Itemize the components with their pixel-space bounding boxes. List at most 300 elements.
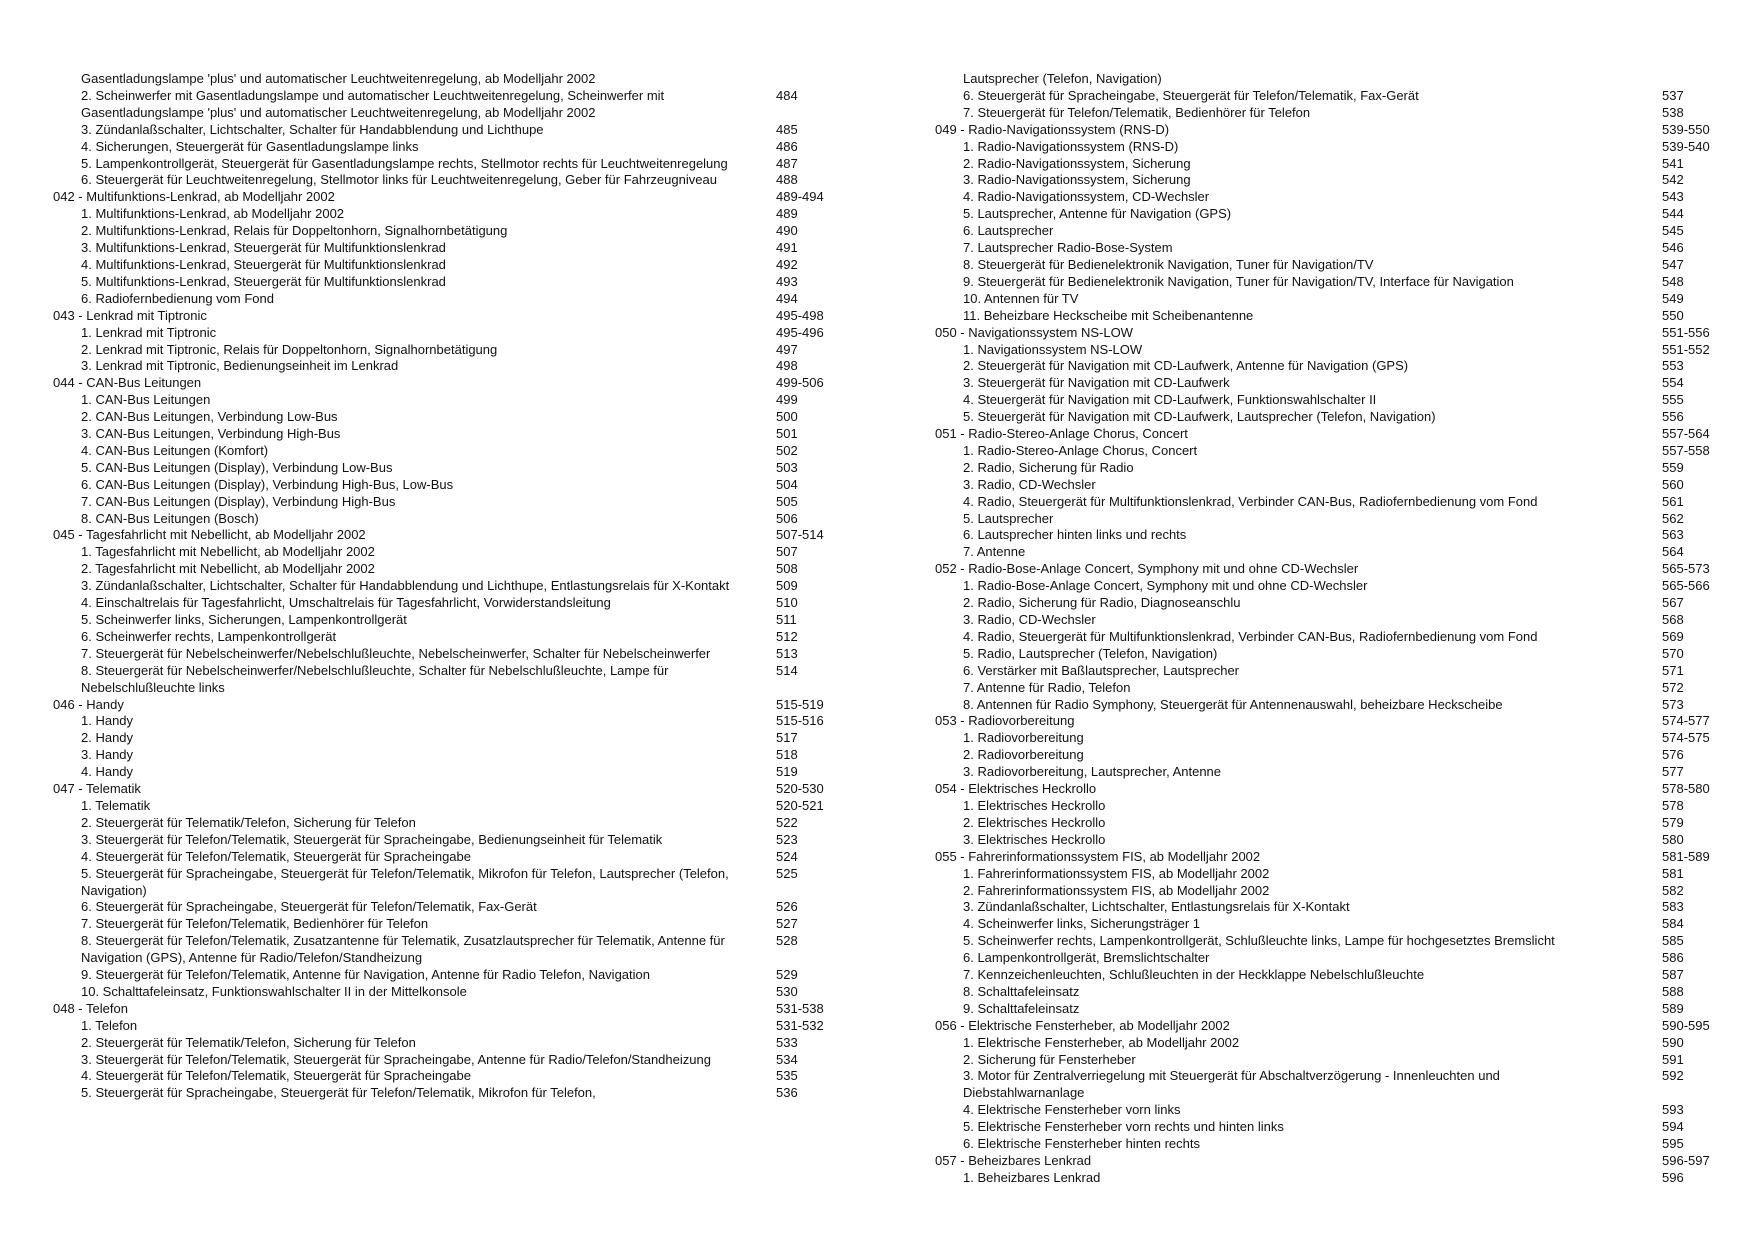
- toc-entry-title: 042 - Multifunktions-Lenkrad, ab Modelljahr 2002: [53, 189, 335, 205]
- toc-entry-row: [53, 71, 843, 88]
- toc-entry-page: 557-558: [1662, 442, 1710, 458]
- toc-entry-page: 484: [776, 87, 798, 103]
- toc-entry-title: 2. Radiovorbereitung: [963, 747, 1084, 763]
- toc-entry-row: [935, 950, 1725, 967]
- toc-entry-page: 485: [776, 121, 798, 137]
- toc-entry-page: 527: [776, 916, 798, 932]
- toc-entry-row: [935, 933, 1725, 950]
- toc-entry-page: 507: [776, 544, 798, 560]
- toc-entry-page: 493: [776, 273, 798, 289]
- toc-entry-title: 3. Multifunktions-Lenkrad, Steuergerät für Multifunktionslenkrad: [81, 240, 446, 256]
- toc-entry-row: [935, 71, 1725, 88]
- toc-entry-page: 548: [1662, 273, 1684, 289]
- toc-entry-page: 587: [1662, 967, 1684, 983]
- toc-entry-page: 586: [1662, 950, 1684, 966]
- toc-entry-page: 546: [1662, 240, 1684, 256]
- toc-entry-title: 4. Radio-Navigationssystem, CD-Wechsler: [963, 189, 1210, 205]
- toc-entry-page: 530: [776, 983, 798, 999]
- toc-entry-row: [935, 477, 1725, 494]
- toc-section-row: [935, 781, 1725, 798]
- toc-entry-row: [53, 967, 843, 984]
- toc-entry-title: 6. Steuergerät für Spracheingabe, Steuergerät für Telefon/Telematik, Fax-Gerät: [81, 899, 537, 915]
- toc-entry-row: [53, 764, 843, 781]
- toc-entry-row: [935, 1068, 1725, 1102]
- toc-entry-page: 533: [776, 1034, 798, 1050]
- toc-entry-page: 549: [1662, 290, 1684, 306]
- toc-entry-title: 051 - Radio-Stereo-Anlage Chorus, Concert: [935, 426, 1188, 442]
- toc-entry-title: 043 - Lenkrad mit Tiptronic: [53, 307, 207, 323]
- toc-entry-page: 513: [776, 645, 798, 661]
- toc-entry-page: 539-550: [1662, 121, 1710, 137]
- toc-entry-page: 539-540: [1662, 138, 1710, 154]
- toc-entry-title: 3. Motor für Zentralverriegelung mit Steuergerät für Abschaltverzögerung - Innenleuchten und Diebstahlwarnanlage: [963, 1068, 1500, 1101]
- toc-entry-row: [53, 730, 843, 747]
- toc-entry-title: 4. Elektrische Fensterheber vorn links: [963, 1102, 1181, 1118]
- toc-entry-title: 4. Multifunktions-Lenkrad, Steuergerät für Multifunktionslenkrad: [81, 256, 446, 272]
- toc-entry-title: 4. Radio, Steuergerät für Multifunktionslenkrad, Verbinder CAN-Bus, Radiofernbedienung vom Fond: [963, 628, 1538, 644]
- toc-entry-title: 1. Fahrerinformationssystem FIS, ab Modelljahr 2002: [963, 865, 1270, 881]
- toc-entry-title: 2. CAN-Bus Leitungen, Verbindung Low-Bus: [81, 409, 338, 425]
- toc-entry-row: [53, 1018, 843, 1035]
- toc-entry-page: 508: [776, 561, 798, 577]
- toc-entry-row: [53, 494, 843, 511]
- toc-entry-title: 6. Scheinwerfer rechts, Lampenkontrollgerät: [81, 628, 337, 644]
- toc-entry-page: 551-552: [1662, 341, 1710, 357]
- toc-entry-row: [935, 815, 1725, 832]
- toc-entry-title: 8. Antennen für Radio Symphony, Steuergerät für Antennenauswahl, beheizbare Heckscheibe: [963, 696, 1503, 712]
- toc-entry-title: 3. Lenkrad mit Tiptronic, Bedienungseinheit im Lenkrad: [81, 358, 399, 374]
- toc-entry-row: [935, 409, 1725, 426]
- toc-entry-page: 554: [1662, 375, 1684, 391]
- toc-entry-title: 4. Handy: [81, 764, 134, 780]
- toc-entry-row: [935, 527, 1725, 544]
- toc-entry-page: 572: [1662, 679, 1684, 695]
- toc-entry-page: 489: [776, 206, 798, 222]
- toc-entry-row: [53, 122, 843, 139]
- toc-entry-row: [935, 629, 1725, 646]
- toc-entry-page: 488: [776, 172, 798, 188]
- toc-entry-page: 556: [1662, 409, 1684, 425]
- toc-entry-page: 550: [1662, 307, 1684, 323]
- toc-entry-row: [53, 713, 843, 730]
- toc-entry-title: 7. Antenne: [963, 544, 1026, 560]
- toc-entry-title: 050 - Navigationssystem NS-LOW: [935, 324, 1133, 340]
- toc-entry-row: [935, 764, 1725, 781]
- toc-entry-page: 553: [1662, 358, 1684, 374]
- toc-entry-title: 2. Multifunktions-Lenkrad, Relais für Doppeltonhorn, Signalhornbetätigung: [81, 223, 508, 239]
- toc-entry-row: [53, 291, 843, 308]
- toc-entry-page: 504: [776, 476, 798, 492]
- toc-entry-title: 1. Telefon: [81, 1017, 138, 1033]
- toc-entry-row: [53, 798, 843, 815]
- toc-entry-row: [53, 815, 843, 832]
- toc-entry-title: 4. Scheinwerfer links, Sicherungsträger 1: [963, 916, 1201, 932]
- toc-entry-row: [935, 240, 1725, 257]
- toc-entry-row: [935, 832, 1725, 849]
- toc-entry-row: [53, 561, 843, 578]
- toc-entry-title: 9. Steuergerät für Bedienelektronik Navigation, Tuner für Navigation/TV, Interface für Navigation: [963, 273, 1514, 289]
- toc-entry-title: 3. Radio, CD-Wechsler: [963, 612, 1096, 627]
- toc-entry-page: 511: [776, 612, 797, 627]
- toc-entry-title: 8. Schalttafeleinsatz: [963, 983, 1080, 999]
- toc-entry-page: 569: [1662, 628, 1684, 644]
- toc-entry-page: 523: [776, 831, 798, 847]
- toc-entry-title: 6. Lautsprecher: [963, 223, 1054, 239]
- toc-section-row: [935, 325, 1725, 342]
- toc-entry-row: [53, 139, 843, 156]
- toc-entry-title: 5. Radio, Lautsprecher (Telefon, Navigation): [963, 645, 1218, 661]
- toc-entry-title: 3. Radio-Navigationssystem, Sicherung: [963, 172, 1191, 188]
- toc-entry-page: 595: [1662, 1136, 1684, 1152]
- toc-entry-page: 541: [1662, 155, 1684, 171]
- toc-entry-row: [935, 274, 1725, 291]
- toc-entry-page: 538: [1662, 104, 1684, 120]
- toc-entry-row: [935, 392, 1725, 409]
- toc-entry-row: [53, 358, 843, 375]
- toc-entry-row: [935, 984, 1725, 1001]
- toc-entry-page: 515-516: [776, 713, 824, 729]
- toc-entry-title: 1. Elektrisches Heckrollo: [963, 797, 1106, 813]
- toc-entry-page: 573: [1662, 696, 1684, 712]
- toc-entry-row: [935, 358, 1725, 375]
- toc-entry-page: 512: [776, 628, 798, 644]
- toc-entry-page: 560: [1662, 476, 1684, 492]
- toc-entry-page: 579: [1662, 814, 1684, 830]
- toc-entry-page: 517: [776, 730, 798, 746]
- toc-entry-page: 574-577: [1662, 713, 1710, 729]
- toc-entry-row: [935, 511, 1725, 528]
- toc-entry-row: [53, 747, 843, 764]
- toc-entry-page: 559: [1662, 459, 1684, 475]
- toc-entry-row: [53, 392, 843, 409]
- toc-section-row: [53, 1001, 843, 1018]
- toc-entry-title: 054 - Elektrisches Heckrollo: [935, 781, 1097, 797]
- toc-entry-title: 7. Steuergerät für Nebelscheinwerfer/Nebelschlußleuchte, Nebelscheinwerfer, Schalter für Nebelscheinwerfer: [81, 645, 711, 661]
- toc-section-row: [935, 1018, 1725, 1035]
- toc-entry-row: [935, 883, 1725, 900]
- toc-entry-page: 515-519: [776, 696, 824, 712]
- toc-entry-page: 492: [776, 256, 798, 272]
- toc-entry-title: 5. Lautsprecher: [963, 510, 1054, 526]
- toc-section-row: [935, 561, 1725, 578]
- toc-entry-title: 4. Steuergerät für Telefon/Telematik, Steuergerät für Spracheingabe: [81, 848, 471, 864]
- toc-entry-row: [935, 105, 1725, 122]
- toc-entry-title: 1. Handy: [81, 713, 134, 729]
- toc-entry-page: 594: [1662, 1119, 1684, 1135]
- toc-entry-row: [935, 189, 1725, 206]
- toc-entry-title: 5. Elektrische Fensterheber vorn rechts und hinten links: [963, 1119, 1284, 1135]
- toc-section-row: [53, 308, 843, 325]
- toc-entry-row: [53, 1068, 843, 1085]
- toc-section-row: [53, 527, 843, 544]
- toc-entry-row: [53, 612, 843, 629]
- toc-entry-page: 500: [776, 409, 798, 425]
- toc-entry-title: 048 - Telefon: [53, 1000, 128, 1016]
- toc-entry-row: [935, 494, 1725, 511]
- toc-entry-title: 8. Steuergerät für Telefon/Telematik, Zusatzantenne für Telematik, Zusatzlautsprecher für Telematik, Antenne für Navigation (GPS), Antenne für Radio/Telefon/Standheizung: [81, 933, 725, 966]
- toc-entry-title: 3. CAN-Bus Leitungen, Verbindung High-Bus: [81, 426, 341, 442]
- toc-entry-title: 1. Radio-Bose-Anlage Concert, Symphony mit und ohne CD-Wechsler: [963, 578, 1368, 594]
- toc-entry-row: [53, 409, 843, 426]
- toc-entry-page: 495-498: [776, 307, 824, 323]
- toc-entry-page: 581-589: [1662, 848, 1710, 864]
- toc-entry-title: Lautsprecher (Telefon, Navigation): [963, 71, 1162, 86]
- toc-entry-page: 497: [776, 341, 798, 357]
- toc-entry-title: 7. Antenne für Radio, Telefon: [963, 679, 1131, 695]
- toc-entry-title: 4. Einschaltrelais für Tagesfahrlicht, Umschaltrelais für Tagesfahrlicht, Vorwiderstandsleitung: [81, 595, 611, 611]
- toc-entry-page: 596: [1662, 1169, 1684, 1185]
- toc-entry-row: [935, 1136, 1725, 1153]
- toc-entry-page: 576: [1662, 747, 1684, 763]
- toc-entry-page: 590: [1662, 1034, 1684, 1050]
- toc-entry-row: [935, 443, 1725, 460]
- toc-entry-title: 9. Schalttafeleinsatz: [963, 1000, 1080, 1016]
- toc-entry-page: 582: [1662, 882, 1684, 898]
- toc-entry-page: 568: [1662, 612, 1684, 627]
- toc-entry-title: 2. Radio, Sicherung für Radio: [963, 459, 1134, 475]
- toc-entry-page: 564: [1662, 544, 1684, 560]
- toc-entry-title: 5. Steuergerät für Spracheingabe, Steuergerät für Telefon/Telematik, Mikrofon für Telefon, Lautsprecher (Telefon, Navigation): [81, 865, 729, 898]
- toc-entry-page: 542: [1662, 172, 1684, 188]
- toc-entry-title: 2. Steuergerät für Navigation mit CD-Laufwerk, Antenne für Navigation (GPS): [963, 358, 1409, 374]
- toc-entry-title: 8. Steuergerät für Nebelscheinwerfer/Nebelschlußleuchte, Schalter für Nebelschlußleuchte, Lampe für Nebelschlußleuchte links: [81, 662, 669, 695]
- toc-entry-page: 578: [1662, 797, 1684, 813]
- toc-entry-row: [53, 426, 843, 443]
- toc-entry-title: 6. Steuergerät für Leuchtweitenregelung, Stellmotor links für Leuchtweitenregelung, Geber für Fahrzeugniveau: [81, 172, 717, 188]
- toc-entry-title: 1. Multifunktions-Lenkrad, ab Modelljahr 2002: [81, 206, 345, 222]
- toc-entry-row: [935, 460, 1725, 477]
- toc-entry-row: [53, 325, 843, 342]
- toc-entry-title: 8. Steuergerät für Bedienelektronik Navigation, Tuner für Navigation/TV: [963, 256, 1374, 272]
- toc-entry-page: 565-573: [1662, 561, 1710, 577]
- toc-entry-page: 502: [776, 442, 798, 458]
- toc-entry-title: 3. Steuergerät für Telefon/Telematik, Steuergerät für Spracheingabe, Antenne für Radio/Telefon/Standheizung: [81, 1051, 711, 1067]
- toc-entry-title: 5. Lampenkontrollgerät, Steuergerät für Gasentladungslampe rechts, Stellmotor rechts für Leuchtweitenregelung: [81, 155, 728, 171]
- toc-entry-page: 592: [1662, 1068, 1684, 1084]
- toc-entry-title: 1. Navigationssystem NS-LOW: [963, 341, 1143, 357]
- toc-entry-row: [53, 595, 843, 612]
- toc-entry-row: [935, 646, 1725, 663]
- toc-entry-row: [935, 291, 1725, 308]
- toc-entry-page: 585: [1662, 933, 1684, 949]
- toc-entry-row: [935, 308, 1725, 325]
- toc-entry-title: 1. Radio-Stereo-Anlage Chorus, Concert: [963, 442, 1198, 458]
- toc-entry-page: 522: [776, 814, 798, 830]
- toc-entry-page: 528: [776, 933, 798, 949]
- toc-entry-row: [53, 274, 843, 291]
- toc-entry-title: 2. Lenkrad mit Tiptronic, Relais für Doppeltonhorn, Signalhornbetätigung: [81, 341, 498, 357]
- toc-entry-title: 8. CAN-Bus Leitungen (Bosch): [81, 510, 259, 526]
- toc-entry-title: 7. Kennzeichenleuchten, Schlußleuchten in der Heckklappe Nebelschlußleuchte: [963, 967, 1425, 983]
- toc-entry-title: 4. Radio, Steuergerät für Multifunktionslenkrad, Verbinder CAN-Bus, Radiofernbedienung vom Fond: [963, 493, 1538, 509]
- toc-section-row: [53, 375, 843, 392]
- toc-entry-title: 2. Steuergerät für Telematik/Telefon, Sicherung für Telefon: [81, 1034, 416, 1050]
- toc-section-row: [53, 781, 843, 798]
- toc-entry-title: 1. Lenkrad mit Tiptronic: [81, 324, 217, 340]
- toc-entry-page: 583: [1662, 899, 1684, 915]
- toc-entry-title: 2. Scheinwerfer mit Gasentladungslampe und automatischer Leuchtweitenregelung, Scheinwerfer mit Gasentladungslampe 'plus' und automatischer Leuchtweitenregelung, ab Modelljahr 2002: [81, 87, 665, 120]
- toc-entry-row: [935, 257, 1725, 274]
- toc-entry-title: 6. Lautsprecher hinten links und rechts: [963, 527, 1187, 543]
- toc-entry-row: [935, 172, 1725, 189]
- toc-entry-page: 589: [1662, 1000, 1684, 1016]
- toc-entry-row: [53, 172, 843, 189]
- toc-entry-title: 3. Radio, CD-Wechsler: [963, 476, 1096, 492]
- toc-entry-page: 501: [776, 426, 798, 442]
- toc-entry-title: 2. Sicherung für Fensterheber: [963, 1051, 1136, 1067]
- toc-entry-row: [53, 933, 843, 967]
- toc-entry-title: 3. Zündanlaßschalter, Lichtschalter, Entlastungsrelais für X-Kontakt: [963, 899, 1350, 915]
- toc-entry-page: 581: [1662, 865, 1684, 881]
- toc-entry-title: 1. Tagesfahrlicht mit Nebellicht, ab Modelljahr 2002: [81, 544, 375, 560]
- toc-entry-row: [53, 916, 843, 933]
- toc-entry-title: 049 - Radio-Navigationssystem (RNS-D): [935, 121, 1170, 137]
- toc-entry-title: 046 - Handy: [53, 696, 124, 712]
- toc-entry-row: [935, 578, 1725, 595]
- toc-entry-row: [935, 866, 1725, 883]
- toc-entry-page: 588: [1662, 983, 1684, 999]
- toc-entry-page: 503: [776, 459, 798, 475]
- toc-column-right: [935, 71, 1725, 1187]
- toc-entry-title: 2. Handy: [81, 730, 134, 746]
- toc-entry-page: 537: [1662, 87, 1684, 103]
- toc-entry-title: 5. Scheinwerfer rechts, Lampenkontrollgerät, Schlußleuchte links, Lampe für hochgesetztes Bremslicht: [963, 933, 1555, 949]
- toc-entry-row: [53, 88, 843, 122]
- toc-entry-row: [935, 1102, 1725, 1119]
- toc-entry-row: [935, 680, 1725, 697]
- toc-entry-row: [935, 697, 1725, 714]
- toc-entry-title: 7. Lautsprecher Radio-Bose-System: [963, 240, 1173, 256]
- toc-entry-page: 561: [1662, 493, 1684, 509]
- toc-entry-page: 505: [776, 493, 798, 509]
- toc-entry-page: 547: [1662, 256, 1684, 272]
- toc-entry-title: 057 - Beheizbares Lenkrad: [935, 1153, 1092, 1168]
- toc-entry-page: 577: [1662, 764, 1684, 780]
- toc-entry-page: 596-597: [1662, 1153, 1710, 1168]
- toc-entry-page: 545: [1662, 223, 1684, 239]
- toc-entry-row: [53, 544, 843, 561]
- toc-entry-row: [53, 240, 843, 257]
- toc-entry-page: 543: [1662, 189, 1684, 205]
- toc-entry-title: 055 - Fahrerinformationssystem FIS, ab Modelljahr 2002: [935, 848, 1261, 864]
- toc-section-row: [53, 697, 843, 714]
- toc-entry-row: [53, 443, 843, 460]
- toc-entry-title: 1. Radiovorbereitung: [963, 730, 1084, 746]
- toc-entry-row: [935, 899, 1725, 916]
- toc-entry-page: 524: [776, 848, 798, 864]
- toc-entry-row: [935, 916, 1725, 933]
- toc-entry-page: 509: [776, 578, 798, 594]
- toc-entry-page: 574-575: [1662, 730, 1710, 746]
- toc-entry-page: 593: [1662, 1102, 1684, 1118]
- toc-entry-title: 6. Elektrische Fensterheber hinten rechts: [963, 1136, 1201, 1152]
- toc-section-row: [53, 189, 843, 206]
- toc-entry-title: 3. Zündanlaßschalter, Lichtschalter, Schalter für Handabblendung und Lichthupe: [81, 121, 544, 137]
- toc-entry-page: 490: [776, 223, 798, 239]
- toc-entry-title: 056 - Elektrische Fensterheber, ab Modelljahr 2002: [935, 1017, 1230, 1033]
- toc-entry-row: [53, 849, 843, 866]
- toc-entry-page: 571: [1662, 662, 1684, 678]
- toc-entry-row: [53, 477, 843, 494]
- toc-entry-page: 499: [776, 392, 798, 408]
- toc-section-row: [935, 849, 1725, 866]
- toc-section-row: [935, 1153, 1725, 1170]
- toc-entry-title: 3. Steuergerät für Telefon/Telematik, Steuergerät für Spracheingabe, Bedienungseinheit für Telematik: [81, 831, 663, 847]
- toc-entry-page: 499-506: [776, 375, 824, 391]
- toc-entry-page: 531-538: [776, 1000, 824, 1016]
- toc-entry-title: 1. Beheizbares Lenkrad: [963, 1169, 1101, 1185]
- toc-entry-title: 2. Radio-Navigationssystem, Sicherung: [963, 155, 1191, 171]
- toc-entry-page: 590-595: [1662, 1017, 1710, 1033]
- toc-entry-row: [935, 139, 1725, 156]
- toc-entry-row: [935, 1170, 1725, 1187]
- toc-entry-title: 053 - Radiovorbereitung: [935, 713, 1075, 729]
- toc-entry-page: 591: [1662, 1051, 1684, 1067]
- toc-entry-page: 531-532: [776, 1017, 824, 1033]
- toc-entry-page: 489-494: [776, 189, 824, 205]
- toc-entry-title: 6. Verstärker mit Baßlautsprecher, Lautsprecher: [963, 662, 1240, 678]
- toc-entry-title: 047 - Telematik: [53, 781, 141, 797]
- toc-entry-title: 4. Sicherungen, Steuergerät für Gasentladungslampe links: [81, 138, 419, 154]
- toc-entry-title: 10. Schalttafeleinsatz, Funktionswahlschalter II in der Mittelkonsole: [81, 983, 467, 999]
- toc-column-left: [53, 71, 843, 1102]
- toc-entry-row: [935, 663, 1725, 680]
- toc-entry-page: 555: [1662, 392, 1684, 408]
- toc-entry-row: [53, 460, 843, 477]
- toc-entry-row: [53, 342, 843, 359]
- toc-entry-title: 5. Multifunktions-Lenkrad, Steuergerät für Multifunktionslenkrad: [81, 273, 446, 289]
- toc-entry-row: [935, 595, 1725, 612]
- toc-entry-page: 526: [776, 899, 798, 915]
- toc-entry-page: 487: [776, 155, 798, 171]
- toc-entry-title: 4. CAN-Bus Leitungen (Komfort): [81, 442, 269, 458]
- toc-entry-row: [935, 612, 1725, 629]
- toc-entry-page: 562: [1662, 510, 1684, 526]
- toc-entry-row: [935, 967, 1725, 984]
- toc-entry-page: 525: [776, 865, 798, 881]
- toc-entry-row: [935, 206, 1725, 223]
- toc-entry-page: 529: [776, 967, 798, 983]
- toc-entry-page: 494: [776, 290, 798, 306]
- toc-entry-title: 2. Elektrisches Heckrollo: [963, 814, 1106, 830]
- toc-entry-row: [53, 206, 843, 223]
- toc-entry-title: 7. CAN-Bus Leitungen (Display), Verbindung High-Bus: [81, 493, 396, 509]
- toc-entry-row: [935, 747, 1725, 764]
- toc-entry-row: [53, 511, 843, 528]
- toc-entry-title: 3. Zündanlaßschalter, Lichtschalter, Schalter für Handabblendung und Lichthupe, Entlastungsrelais für X-Kontakt: [81, 578, 730, 594]
- toc-entry-page: 544: [1662, 206, 1684, 222]
- toc-entry-page: 514: [776, 662, 798, 678]
- toc-entry-title: 3. Radiovorbereitung, Lautsprecher, Antenne: [963, 764, 1222, 780]
- toc-entry-page: 498: [776, 358, 798, 374]
- toc-entry-title: 052 - Radio-Bose-Anlage Concert, Symphony mit und ohne CD-Wechsler: [935, 561, 1359, 577]
- toc-entry-title: Gasentladungslampe 'plus' und automatischer Leuchtweitenregelung, ab Modelljahr 2002: [81, 71, 596, 86]
- toc-entry-row: [53, 629, 843, 646]
- toc-entry-row: [935, 375, 1725, 392]
- toc-entry-row: [935, 342, 1725, 359]
- toc-entry-title: 2. Steuergerät für Telematik/Telefon, Sicherung für Telefon: [81, 814, 416, 830]
- toc-entry-title: 4. Steuergerät für Navigation mit CD-Laufwerk, Funktionswahlschalter II: [963, 392, 1377, 408]
- toc-entry-page: 506: [776, 510, 798, 526]
- toc-entry-page: 578-580: [1662, 781, 1710, 797]
- toc-entry-title: 045 - Tagesfahrlicht mit Nebellicht, ab Modelljahr 2002: [53, 527, 366, 543]
- toc-entry-row: [935, 730, 1725, 747]
- toc-entry-page: 551-556: [1662, 324, 1710, 340]
- toc-entry-title: 3. Handy: [81, 747, 134, 763]
- toc-entry-title: 5. Scheinwerfer links, Sicherungen, Lampenkontrollgerät: [81, 612, 407, 627]
- toc-entry-title: 3. Steuergerät für Navigation mit CD-Laufwerk: [963, 375, 1230, 391]
- toc-entry-page: 495-496: [776, 324, 824, 340]
